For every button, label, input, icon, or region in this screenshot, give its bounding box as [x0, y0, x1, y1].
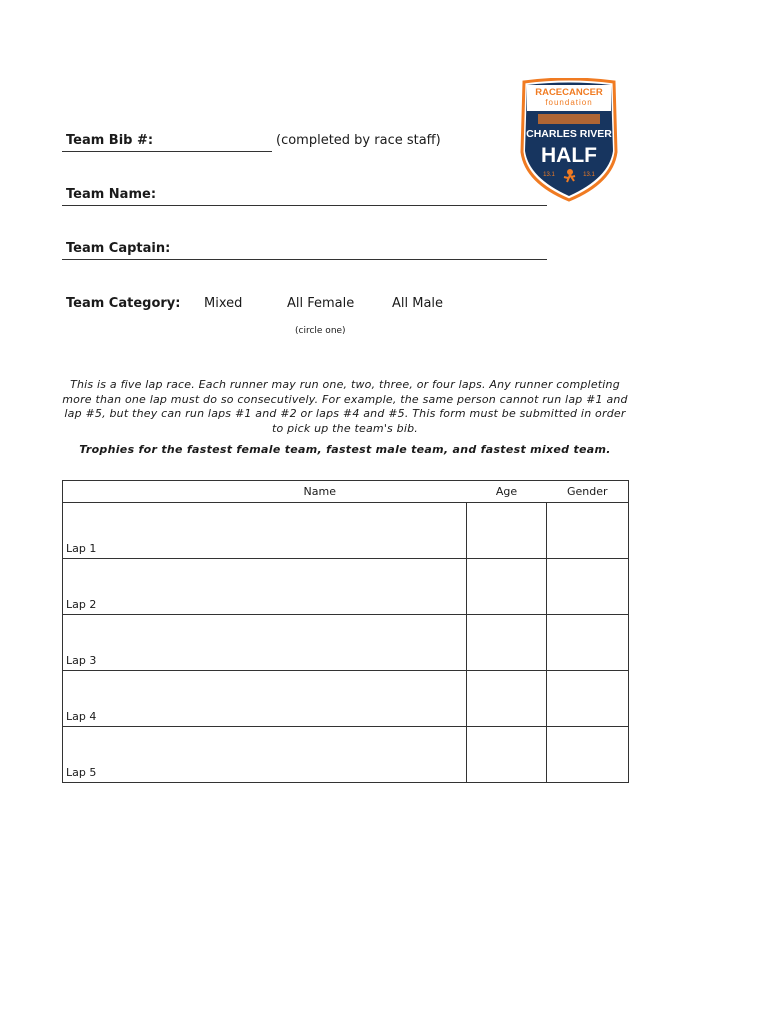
team-category-label: Team Category: [66, 296, 181, 311]
shield-logo-icon [516, 78, 622, 204]
svg-text:RACECANCER: RACECANCER [535, 87, 603, 98]
header-gender: Gender [547, 481, 629, 503]
lap-label: Lap 4 [66, 710, 97, 723]
team-bib-label: Team Bib #: [66, 133, 154, 148]
lap-2-age-cell[interactable] [467, 559, 547, 615]
lap-4-name-cell[interactable] [63, 671, 467, 727]
race-logo [516, 78, 622, 204]
lap-1-gender-cell[interactable] [547, 503, 629, 559]
trophies-note: Trophies for the fastest female team, fastest male team, and fastest mixed team. [79, 443, 611, 456]
team-bib-note: (completed by race staff) [276, 133, 441, 148]
lap-1-name-cell[interactable] [63, 503, 467, 559]
team-captain-field[interactable] [62, 259, 547, 260]
table-row [63, 503, 629, 559]
lap-2-gender-cell[interactable] [547, 559, 629, 615]
table-row [63, 559, 629, 615]
svg-text:13.1: 13.1 [543, 172, 555, 178]
header-age: Age [467, 481, 547, 503]
category-hint: (circle one) [295, 326, 346, 336]
lap-5-name-cell[interactable] [63, 727, 467, 783]
lap-4-age-cell[interactable] [467, 671, 547, 727]
table-row [63, 671, 629, 727]
lap-3-age-cell[interactable] [467, 615, 547, 671]
team-captain-label: Team Captain: [66, 241, 171, 256]
laps-table [62, 480, 629, 783]
lap-5-gender-cell[interactable] [547, 727, 629, 783]
category-option-all-male[interactable]: All Male [392, 296, 444, 311]
team-name-field[interactable] [62, 205, 547, 206]
svg-text:CHARLES RIVER: CHARLES RIVER [526, 128, 612, 140]
table-row [63, 615, 629, 671]
lap-3-gender-cell[interactable] [547, 615, 629, 671]
lap-2-name-cell[interactable] [63, 559, 467, 615]
lap-3-name-cell[interactable] [63, 615, 467, 671]
lap-label: Lap 2 [66, 598, 97, 611]
lap-label: Lap 3 [66, 654, 97, 667]
category-option-mixed[interactable]: Mixed [204, 296, 243, 311]
lap-1-age-cell[interactable] [467, 503, 547, 559]
table-header-row [63, 481, 629, 503]
team-name-label: Team Name: [66, 187, 157, 202]
svg-text:foundation: foundation [545, 98, 593, 107]
category-option-all-female[interactable]: All Female [287, 296, 355, 311]
svg-text:13.1: 13.1 [583, 172, 595, 178]
lap-5-age-cell[interactable] [467, 727, 547, 783]
header-name: Name [63, 481, 467, 503]
instructions-paragraph: This is a five lap race. Each runner may run one, two, three, or four laps. Any runner completing more than one lap must do so consecutively. For example, the same person cannot run lap #1 and lap #5, but they can run laps #1 and #2 or laps #4 and #5. This form must be submitted in order to pick up the team's bib. [62, 378, 628, 435]
lap-4-gender-cell[interactable] [547, 671, 629, 727]
lap-label: Lap 5 [66, 766, 97, 779]
svg-text:HALF: HALF [541, 144, 597, 167]
table-row [63, 727, 629, 783]
lap-label: Lap 1 [66, 542, 97, 555]
team-bib-field[interactable] [62, 151, 272, 152]
